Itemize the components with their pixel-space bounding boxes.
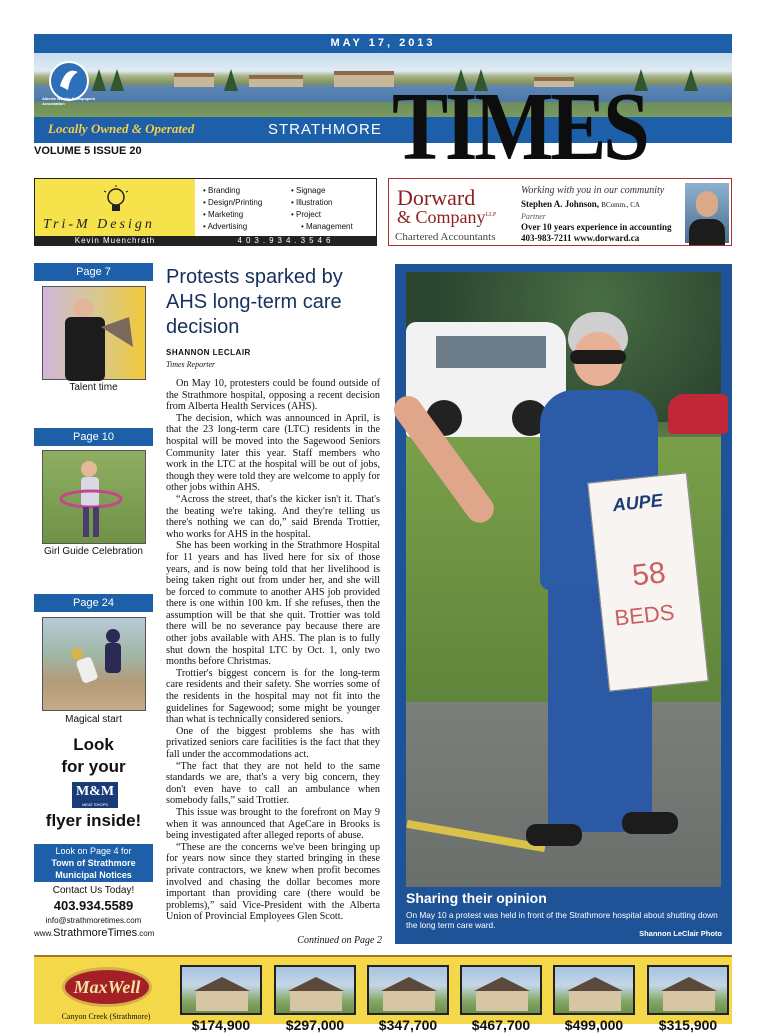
talent-time-photo[interactable] bbox=[42, 286, 146, 380]
dorward-info: Working with you in our community Stephen A. Johnson, BComm., CA Partner Over 10 years experience in accounting 403-983-7211 www.dorward.ca bbox=[521, 185, 672, 243]
volume-issue: VOLUME 5 ISSUE 20 bbox=[34, 145, 142, 157]
sidebar-page-tab[interactable]: Page 10 bbox=[34, 428, 153, 446]
trim-phone: 403.934.3546 bbox=[195, 236, 377, 246]
partner-photo bbox=[685, 183, 729, 243]
photo-caption: On May 10 a protest was held in front of the Strathmore hospital about shutting down the long term care ward. bbox=[406, 910, 718, 930]
continued-link[interactable]: Continued on Page 2 bbox=[297, 935, 382, 946]
listing-photo[interactable] bbox=[460, 965, 542, 1015]
listing-price: $499,000 bbox=[564, 1017, 624, 1033]
photo-title: Sharing their opinion bbox=[406, 890, 547, 906]
flyer-inside-text: flyer inside! bbox=[45, 811, 142, 830]
article-body bbox=[166, 378, 380, 923]
protest-photo[interactable] bbox=[406, 272, 721, 887]
contact-block: Contact Us Today! 403.934.5589 info@strathmoretimes.com www.StrathmoreTimes.com bbox=[34, 885, 155, 939]
awna-logo-text: Alberta Weekly Newspapers Association bbox=[42, 96, 96, 106]
maxwell-logo: MaxWell bbox=[62, 967, 152, 1007]
article-paragraph: Trottier's biggest concern is for the long-term care residents and their safety. She worries some of the residents in the hospital may not fit into the guidelines for Sagewood; some might be younger than what is technically considered seniors. bbox=[166, 667, 380, 726]
listing-photo[interactable] bbox=[647, 965, 729, 1015]
trim-design-ad[interactable] bbox=[34, 178, 377, 246]
motto: Locally Owned & Operated bbox=[48, 121, 195, 136]
contact-email[interactable]: info@strathmoretimes.com bbox=[45, 916, 142, 925]
article-author-role: Times Reporter bbox=[166, 360, 216, 369]
article-paragraph: “The fact that they are not held to the same standards we are, that's a very big concern, they don't even have to call an ambulance when somebody falls,” said Trottier. bbox=[166, 760, 380, 807]
article-paragraph: On May 10, protesters could be found outside of the Strathmore hospital, opposing a recent decision from Alberta Health Services (AHS). bbox=[166, 378, 380, 413]
article-headline[interactable]: Protests sparked by AHS long-term care decision bbox=[166, 266, 343, 338]
girl-guide-photo[interactable] bbox=[42, 450, 146, 544]
dorward-subtitle: Chartered Accountants bbox=[395, 231, 496, 243]
listing-location: Canyon Creek (Strathmore) bbox=[61, 1012, 151, 1021]
paper-town: STRATHMORE bbox=[268, 121, 382, 138]
dorward-ad[interactable] bbox=[388, 178, 732, 246]
thumb-caption: Girl Guide Celebration bbox=[44, 546, 143, 557]
listing-price: $347,700 bbox=[378, 1017, 438, 1033]
article-paragraph: The decision, which was announced in April, is that the 23 long-term care (LTC) residents in the hospital will be moved into the Sagewood Seniors Community later this year. Staff members who work in the LTC at the hospital will be out of jobs, though they were told they are welcome to apply for other jobs within AHS. bbox=[166, 412, 380, 494]
article-paragraph: One of the biggest problems she has with privatized seniors care facilities is the fact that they fall under the accommodations act. bbox=[166, 725, 380, 760]
photo-credit: Shannon LeClair Photo bbox=[639, 929, 722, 938]
maxwell-realty-ad[interactable] bbox=[34, 955, 732, 1033]
article-byline: SHANNON LECLAIR bbox=[166, 348, 251, 357]
dorward-name: Dorward bbox=[397, 185, 476, 210]
listing-price: $315,900 bbox=[658, 1017, 718, 1033]
listing-photo[interactable] bbox=[274, 965, 356, 1015]
mm-meat-shops-logo: M&M MEAT SHOPS bbox=[72, 782, 118, 808]
website-link[interactable]: www.StrathmoreTimes.com bbox=[34, 927, 155, 939]
protest-sign: AUPE 58 BEDS bbox=[587, 472, 708, 691]
thumb-caption: Magical start bbox=[65, 714, 122, 725]
sidebar-page-tab[interactable]: Page 7 bbox=[34, 263, 153, 281]
thumb-caption: Talent time bbox=[69, 382, 118, 393]
lightbulb-icon bbox=[103, 185, 129, 215]
listing-photo[interactable] bbox=[180, 965, 262, 1015]
article-paragraph: She has been working in the Strathmore Hospital for 11 years and has lived here for six of those years, and is now being told that her livelihood is being taken right out from under her, and she will be forced to commute to another AHS job provided there is one within 100 km. If she refuses, then the assumption will be that she quit. Trottier was told there will be no severance pay because there are other jobs available with AHS. The plan is to fully shut down the hospital LTC by Oct. 1, only two months before Christmas. bbox=[166, 540, 380, 668]
trim-owner: Kevin Muenchrath bbox=[35, 236, 195, 246]
listing-price: $467,700 bbox=[471, 1017, 531, 1033]
municipal-notices-box[interactable]: Look on Page 4 for Town of Strathmore Municipal Notices bbox=[34, 844, 153, 882]
listing-photo[interactable] bbox=[553, 965, 635, 1015]
trim-services: • Branding • Design/Printing • Marketing • Advertising • Signage • Illustration • Project • Management bbox=[203, 185, 375, 233]
contact-phone: 403.934.5589 bbox=[53, 898, 134, 913]
paper-title: TIMES bbox=[392, 73, 647, 181]
trim-brand: Tri-M Design bbox=[43, 217, 155, 232]
listing-photo[interactable] bbox=[367, 965, 449, 1015]
flyer-promo: Look for your bbox=[61, 735, 126, 776]
sidebar-page-tab[interactable]: Page 24 bbox=[34, 594, 153, 612]
magical-start-photo[interactable] bbox=[42, 617, 146, 711]
issue-date: MAY 17, 2013 bbox=[34, 34, 732, 53]
article-paragraph: This issue was brought to the forefront on May 9 when it was announced that AgeCare in Brooks is being investigated after alleged reports of abuse. bbox=[166, 806, 380, 842]
article-paragraph: “These are the concerns we've been bringing up for years now since they started bringing in these private contractors, we knew when profit becomes involved and chasing the dollar becomes more important than providing care (there would be problems),” said Vice-President with the Alberta Union of Provincial Employees Glen Scott. bbox=[166, 841, 380, 923]
listing-price: $297,000 bbox=[285, 1017, 345, 1033]
listing-price: $174,900 bbox=[191, 1017, 251, 1033]
dorward-company: & Company$^{LLP}$ bbox=[397, 207, 497, 227]
article-paragraph: “Across the street, that's the kicker isn't it. That's the beating we're taking. And they're telling us there's nothing we can do,” said Brenda Trottier, who works for AHS in the hospital. bbox=[166, 493, 380, 540]
